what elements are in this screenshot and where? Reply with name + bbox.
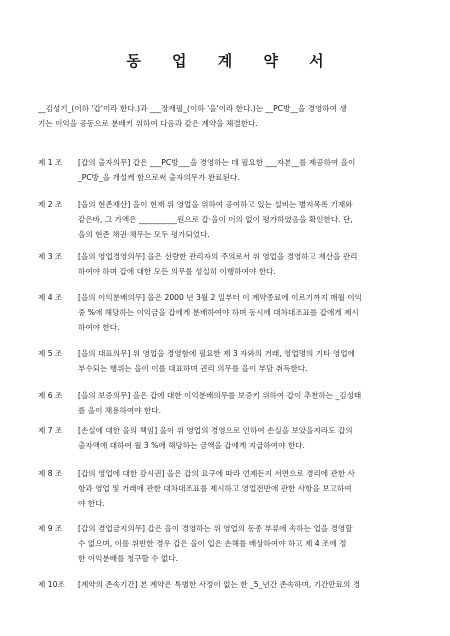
article-line: 을의 현존 채권·채무는 모두 평가되었다.: [78, 230, 210, 239]
article-number: 제 5 조: [38, 349, 63, 358]
article-line: [을의 대표의무] 위 영업을 경영함에 필요한 제 3 자와의 거래, 영업명의 기타 영업에: [78, 349, 355, 358]
article-line: [을의 이익분배의무] 을은 2000 년 3월 2 일부터 이 계약종료에 이르기까지 매월 이익: [78, 293, 362, 302]
article-line: [을의 영업경영의무] 을은 선량한 관리자의 주의로서 위 영업을 경영하고 재산을 관리: [78, 252, 358, 261]
article-number: 제 2 조: [38, 200, 63, 209]
article-number: 제 9 조: [38, 524, 63, 533]
article-body: [78, 466, 418, 511]
article-body: [78, 290, 418, 335]
article-number: 제 3 조: [38, 252, 63, 261]
article-line: 하여야 한다.: [78, 323, 120, 332]
article-number: 제 7 조: [38, 426, 63, 435]
intro-paragraph: [38, 101, 413, 131]
article-line: 부수되는 행위는 을이 이를 대표하며 권리 의무를 을이 부담 취득한다.: [78, 364, 308, 373]
article-line: 야 한다.: [78, 499, 105, 508]
article-line: _PC방_을 개설케 함으로써 출자의무가 완료된다.: [78, 173, 240, 182]
article-line: 를 을이 채용하여야 한다.: [78, 406, 162, 415]
intro-line: 기는 이익을 공동으로 분배키 위하여 다음과 같은 계약을 체결한다.: [38, 119, 258, 128]
article-line: 중 %에 해당하는 이익금을 갑에게 분배하여야 하며 동시에 대차대조표를 갑에게 제시: [78, 308, 359, 317]
article-body: [78, 423, 418, 453]
article-line: 하여야 하며 갑에 대한 모든 의무를 성실히 이행하여야 한다.: [78, 267, 276, 276]
article-body: [78, 346, 418, 376]
article-line: 같은바, 그 가액은 __________원으로 갑·을이 이의 없이 평가하였음을 확인한다. 단,: [78, 215, 353, 224]
article-line: 출자액에 대하여 월 3 %에 해당하는 금액을 갑에게 지급하여야 한다.: [78, 441, 305, 450]
article-line: [갑의 출자의무] 갑은 ___PC방___을 경영하는 데 필요한 ___자본__를 제공하여 을이: [78, 158, 356, 167]
article-line: 한 이익분배를 청구할 수 없다.: [78, 554, 179, 563]
article-body: [78, 249, 418, 279]
article-body: [78, 577, 418, 592]
article-body: [78, 521, 418, 566]
document-title: 동 업 계 약 서: [126, 52, 337, 70]
article-line: [을의 보증의무] 을은 갑에 대한 이익분배의무를 보증키 위하여 갑이 추천하는 _김성태: [78, 391, 362, 400]
article-body: [78, 388, 418, 418]
article-number: 제 4 조: [38, 293, 63, 302]
article-line: 수 없으며, 이를 위반한 경우 갑은 을이 입은 손해를 배상하여야 하고 제 4 조에 정: [78, 539, 347, 548]
article-body: [78, 197, 418, 242]
article-line: 항과 영업 및 거래에 관한 대차대조표를 제시하고 영업전반에 관한 사항을 보고하여: [78, 484, 352, 493]
article-number: 제 6 조: [38, 391, 63, 400]
article-number: 제 8 조: [38, 469, 63, 478]
article-line: [갑의 겸업금지의무] 갑은 을이 경영하는 위 영업의 동종 부류에 속하는 업을 경영할: [78, 524, 353, 533]
article-line: [손실에 대한 을의 책임] 을이 위 영업의 경영으로 인하여 손실을 보았을지라도 갑의: [78, 426, 353, 435]
article-number: 제 10조: [38, 580, 65, 589]
article-line: [을의 현존재산] 을이 현재 위 영업을 위하여 공여하고 있는 설비는 별지목록 기재와: [78, 200, 353, 209]
article-body: [78, 155, 418, 185]
article-number: 제 1 조: [38, 158, 63, 167]
intro-line: __김성기_(이하 '갑'이라 한다.)과 ___장재필_(이하 '을'이라 한다.)는 __PC방__을 경영하여 생: [38, 104, 347, 113]
article-line: [갑의 영업에 대한 감시권] 을은 갑의 요구에 따라 언제든지 서면으로 경리에 관한 사: [78, 469, 355, 478]
article-line: [계약의 존속기간] 본 계약은 특별한 사정이 없는 한 _5_년간 존속하며, 기간만료의 경: [78, 580, 361, 589]
